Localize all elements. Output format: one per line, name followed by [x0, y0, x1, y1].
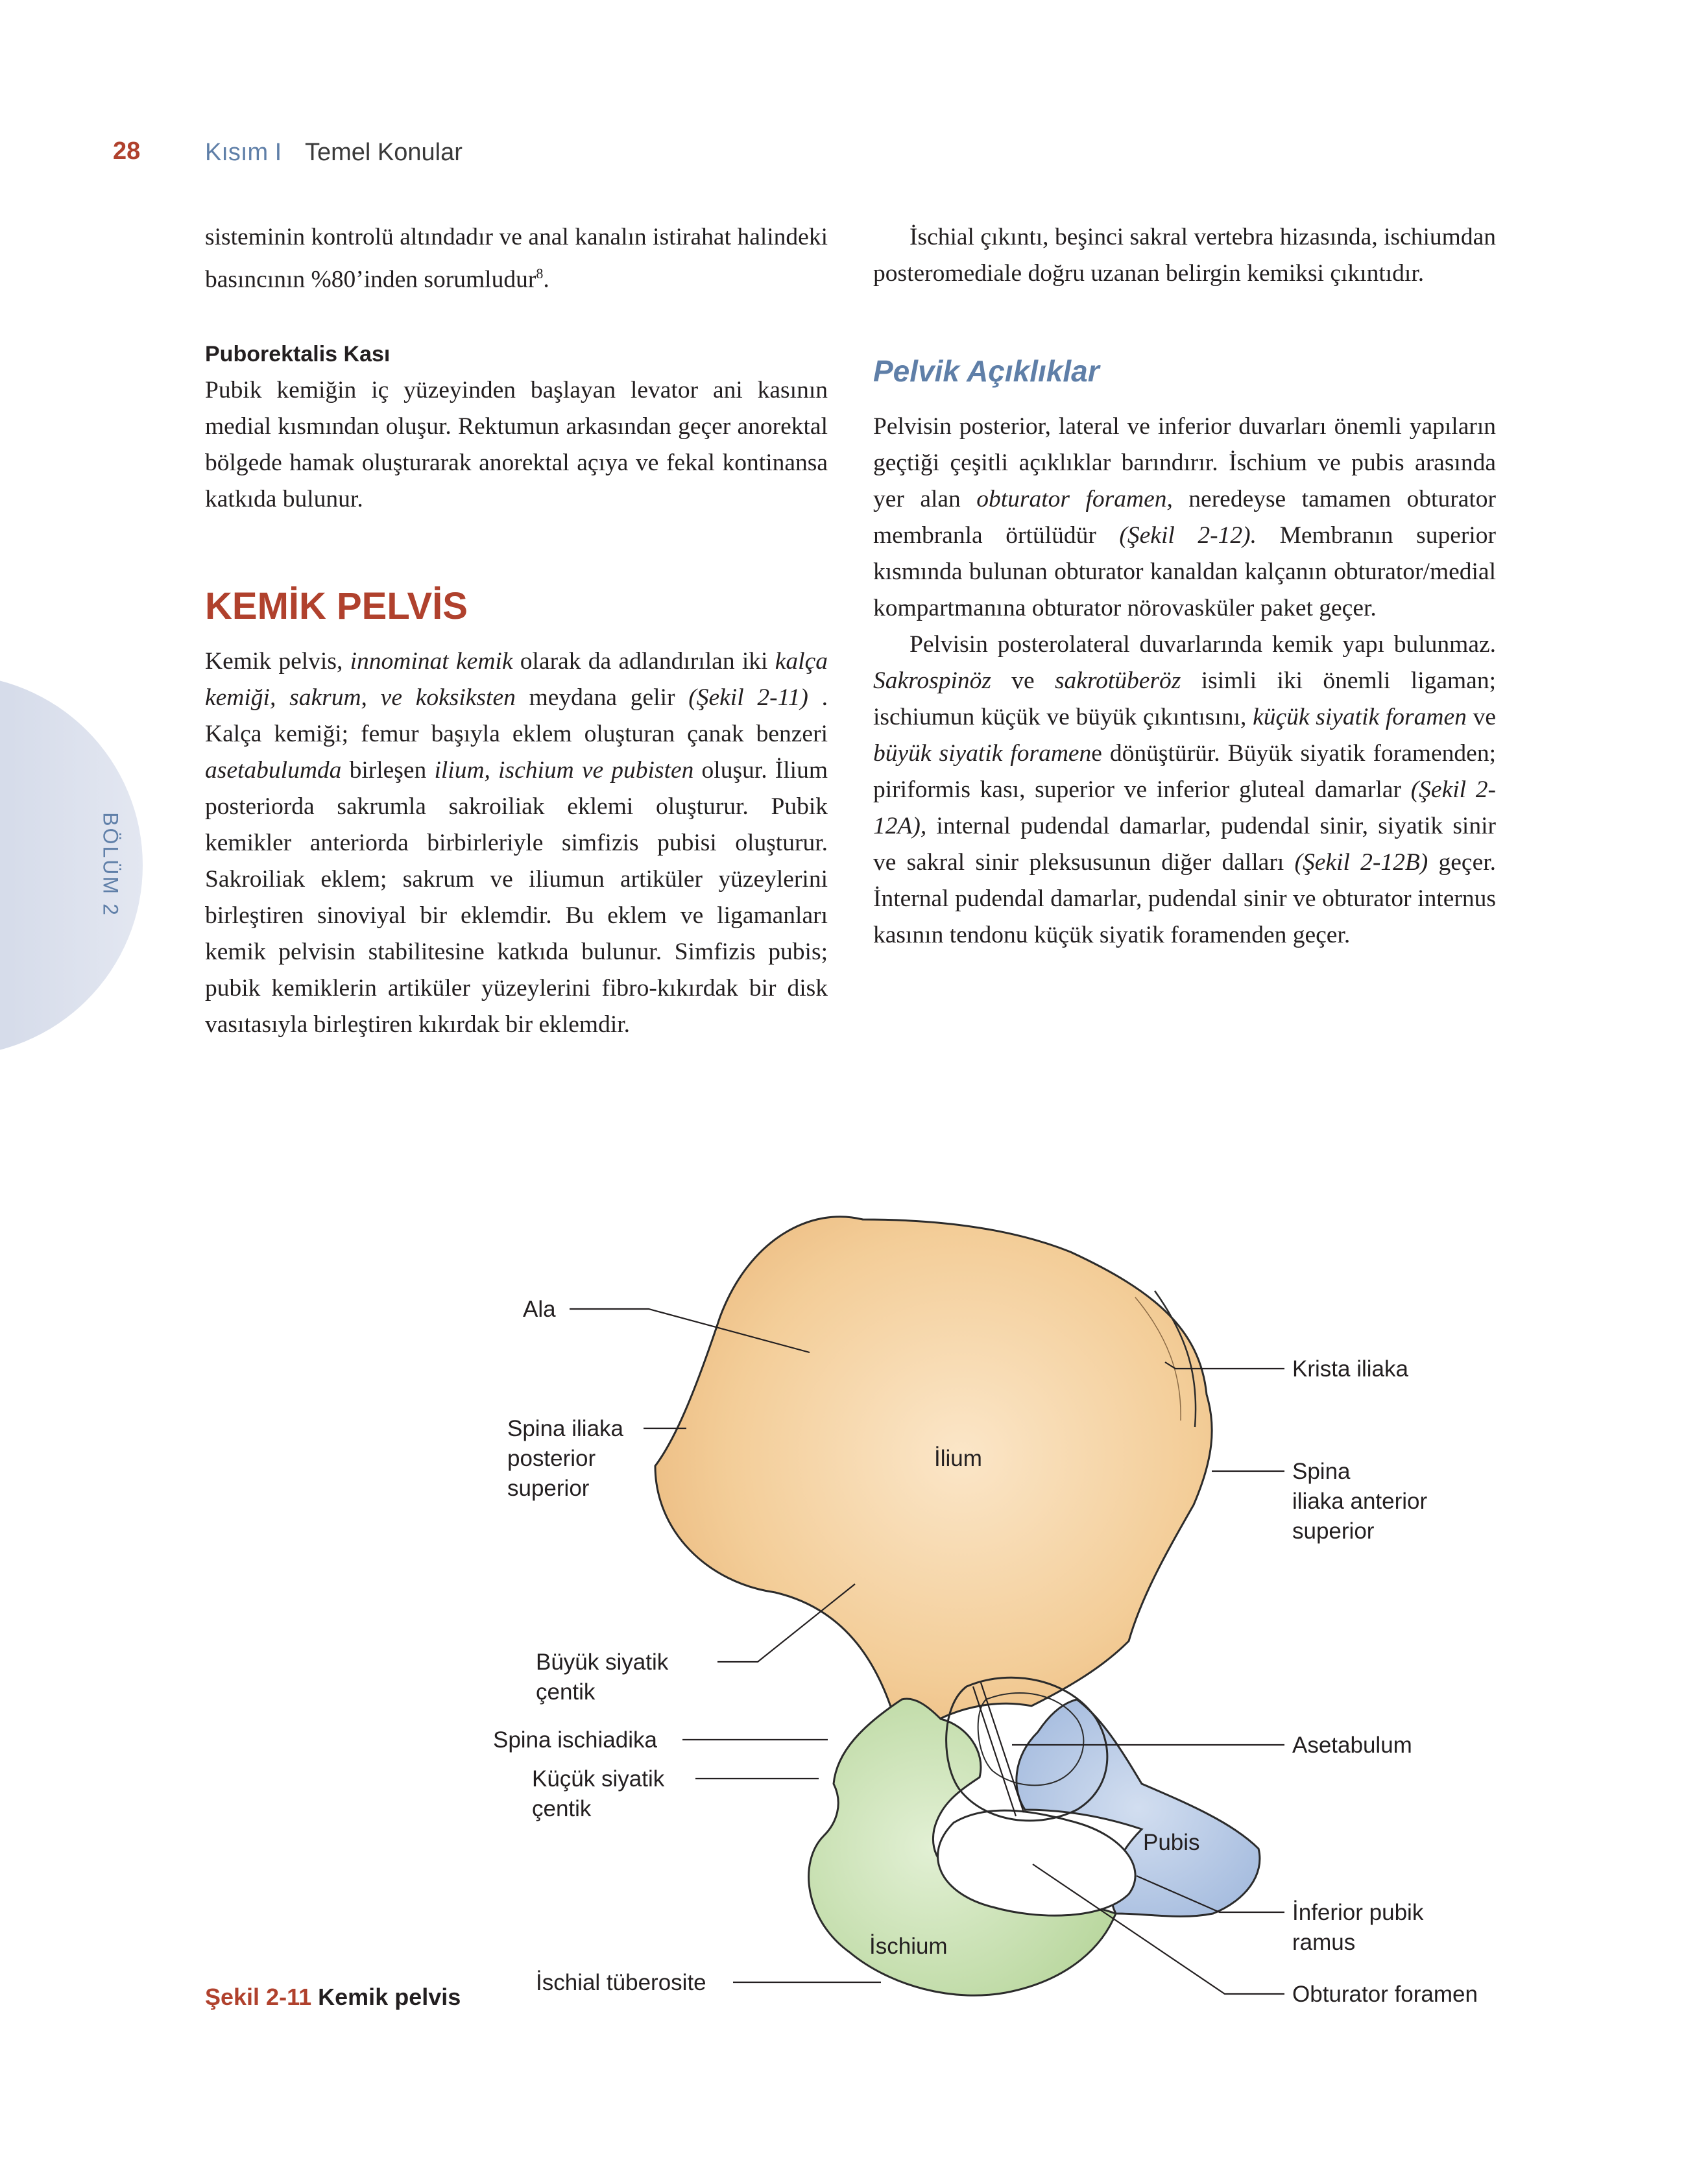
label-spina-iliaka-post-2: posterior [507, 1446, 596, 1471]
chapter-tab-label: BÖLÜM 2 [99, 812, 123, 917]
part-title: Temel Konular [305, 139, 463, 166]
figure-caption-number: Şekil 2-11 [205, 1984, 312, 2010]
label-ischial-tuberosite: İschial tüberosite [536, 1970, 706, 1995]
right-column [873, 219, 1496, 954]
label-ischium: İschium [869, 1934, 948, 1959]
figure-caption-title: Kemik pelvis [318, 1984, 461, 2010]
paragraph-ischial-cikinti: İschial çıkıntı, beşinci sakral vertebra hizasında, ischiumdan posteromediale doğru uzanan belirgin kemiksi çıkıntıdır. [873, 224, 1496, 287]
label-pubis: Pubis [1143, 1830, 1200, 1855]
label-spina-iliaka-ant-1: Spina [1292, 1459, 1351, 1484]
label-ilium: İlium [934, 1446, 982, 1471]
part-label: Kısım I [205, 139, 282, 166]
label-buyuk-siyatik-1: Büyük siyatik [536, 1650, 669, 1675]
label-asetabulum: Asetabulum [1292, 1733, 1412, 1758]
label-buyuk-siyatik-2: çentik [536, 1679, 596, 1705]
label-spina-iliaka-post-1: Spina iliaka [507, 1416, 623, 1441]
paragraph-obturator: Pelvisin posterior, lateral ve inferior duvarları önemli yapıların geçtiği çeşitli açıklıklar barındırır. İschium ve pubis arasında yer alan obturator foramen, neredeyse tamamen obturator membranla örtülüdür (Şekil 2-12). Membranın superior kısmında bulunan obturator kanaldan kalçanın obturator/medial kompartmanına obturator nörovasküler paket geçer. [873, 413, 1496, 621]
page-number: 28 [113, 138, 141, 165]
label-obturator-foramen: Obturator foramen [1292, 1982, 1478, 2007]
acetabulum-notch-line-2 [973, 1686, 1016, 1816]
subheading-puborektalis: Puborektalis Kası [205, 341, 391, 366]
section-heading-kemik-pelvis: KEMİK PELVİS [205, 584, 468, 627]
label-spina-iliaka-post-3: superior [507, 1476, 590, 1501]
label-kucuk-siyatik-2: çentik [532, 1796, 592, 1821]
ilium-region [655, 1217, 1212, 1745]
figure-caption [205, 1984, 461, 2011]
label-inferior-pubik-2: ramus [1292, 1930, 1356, 1955]
label-ala: Ala [523, 1297, 556, 1322]
left-column [205, 219, 828, 1043]
label-inferior-pubik-1: İnferior pubik [1292, 1900, 1424, 1925]
label-kucuk-siyatik-1: Küçük siyatik [532, 1766, 665, 1792]
hip-bone-figure [0, 1168, 1686, 2011]
paragraph-kemik-pelvis: Kemik pelvis, innominat kemik olarak da adlandırılan iki kalça kemiği, sakrum, ve koksiksten meydana gelir (Şekil 2-11) . Kalça kemiği; femur başıyla eklem oluşturan çanak benzeri asetabulumda birleşen ilium, ischium ve pubisten oluşur. İlium posteriorda sakrumla sakroiliak eklemi oluşturur. Pubik kemikler anteriorda birbirleriyle simfizis pubisi oluşturur. Sakroiliak eklem; sakrum ve iliumun artiküler yüzeylerini birleştiren sinoviyal bir eklemdir. Bu eklem ve ligamanları kemik pelvisin stabilitesine katkıda bulunur. Simfizis pubis; pubik kemiklerin artiküler yüzeylerini fibro-kıkırdak bir disk vasıtasıyla birleştiren kıkırdak bir eklemdir. [205, 647, 828, 1038]
label-spina-iliaka-ant-2: iliaka anterior [1292, 1489, 1428, 1514]
paragraph-anal-sphincter: sisteminin kontrolü altındadır ve anal kanalın istirahat halindeki basıncının %80’inden sorumludur$^8$. [205, 224, 828, 293]
label-krista-iliaka: Krista iliaka [1292, 1356, 1408, 1382]
label-spina-iliaka-ant-3: superior [1292, 1518, 1375, 1544]
paragraph-siyatik-foramen: Pelvisin posterolateral duvarlarında kemik yapı bulunmaz. Sakrospinöz ve sakrotüberöz isimli iki önemli ligaman; ischiumun küçük ve büyük çıkıntısını, küçük siyatik foramen ve büyük siyatik foramene dönüştürür. Büyük siyatik foramenden; piriformis kası, superior ve inferior gluteal damarlar (Şekil 2-12A), internal pudendal damarlar, pudendal sinir, siyatik sinir ve sakral sinir pleksusunun diğer dalları (Şekil 2-12B) geçer. İnternal pudendal damarlar, pudendal sinir ve obturator internus kasının tendonu küçük siyatik foramenden geçer. [873, 631, 1497, 948]
label-spina-ischiadika: Spina ischiadika [493, 1727, 657, 1753]
paragraph-puborektalis: Pubik kemiğin iç yüzeyinden başlayan levator ani kasının medial kısmından oluşur. Rektumun arkasından geçer anorektal bölgede hamak oluşturarak anorektal açıya ve fekal kontinansa katkıda bulunur. [205, 376, 828, 512]
section-heading-pelvik-aciklik: Pelvik Açıklıklar [873, 354, 1100, 388]
